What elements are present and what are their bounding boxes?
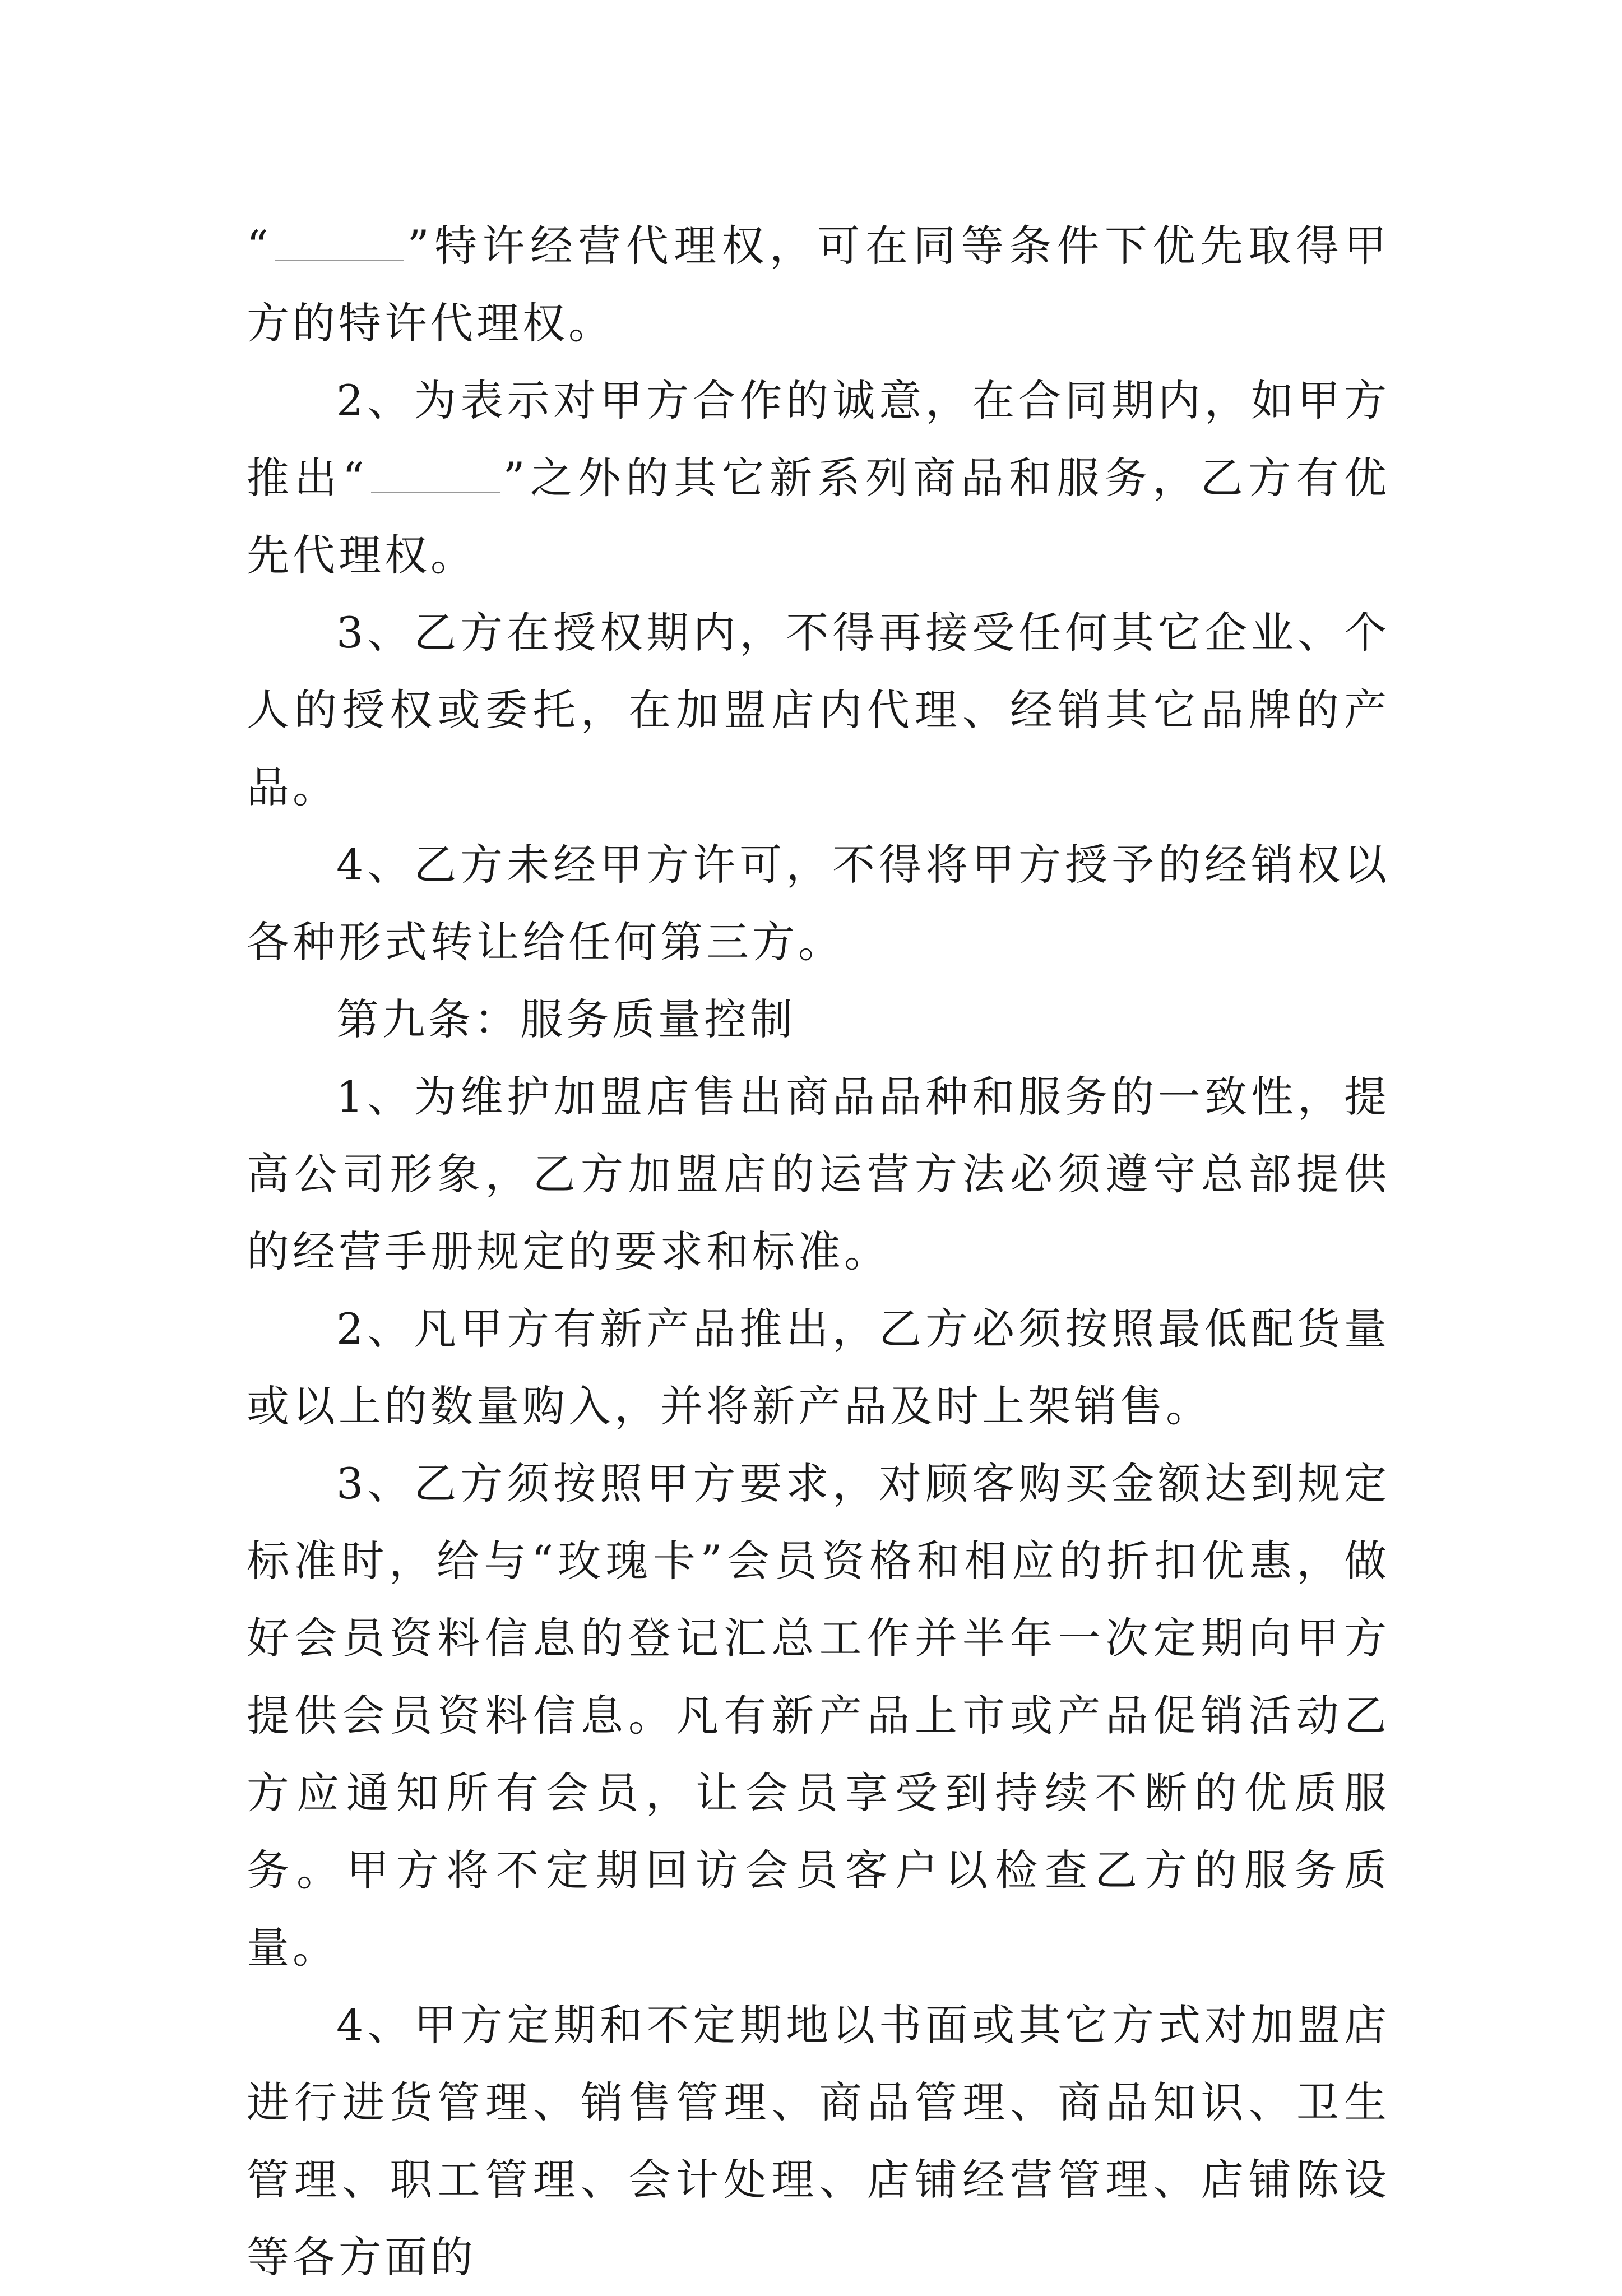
paragraph-franchise-right xyxy=(247,207,1390,362)
paragraph-text-after: ”特许经营代理权，可在同等条件下优先取得甲方的特许代理权。 xyxy=(247,221,1390,348)
blank-fill-line xyxy=(275,221,404,261)
paragraph-article-9-clause-1: 1、为维护加盟店售出商品品种和服务的一致性，提高公司形象，乙方加盟店的运营方法必须遵守总部提供的经营手册规定的要求和标准。 xyxy=(247,1072,1390,1276)
section-heading-article-9: 第九条：服务质量控制 xyxy=(336,994,796,1044)
paragraph-clause-4-transfer: 4、乙方未经甲方许可，不得将甲方授予的经销权以各种形式转让给任何第三方。 xyxy=(247,840,1390,967)
paragraph-clause-3-exclusive: 3、乙方在授权期内，不得再接受任何其它企业、个人的授权或委托，在加盟店内代理、经销其它品牌的产品。 xyxy=(247,608,1390,812)
document-body xyxy=(247,207,1390,2296)
paragraph-article-9-clause-4: 4、甲方定期和不定期地以书面或其它方式对加盟店进行进货管理、销售管理、商品管理、商品知识、卫生管理、职工管理、会计处理、店铺经营管理、店铺陈设等各方面的 xyxy=(247,2000,1390,2282)
paragraph-article-9-clause-2: 2、凡甲方有新产品推出，乙方必须按照最低配货量或以上的数量购入，并将新产品及时上架销售。 xyxy=(247,1304,1390,1431)
paragraph-text-before: 2、为表示对甲方合作的诚意，在合同期内，如甲方推出“ xyxy=(247,376,1390,503)
blank-fill-line xyxy=(371,453,500,493)
paragraph-article-9-clause-3: 3、乙方须按照甲方要求，对顾客购买金额达到规定标准时，给与“玫瑰卡”会员资格和相应的折扣优惠，做好会员资料信息的登记汇总工作并半年一次定期向甲方提供会员资料信息。凡有新产品上市或产品促销活动乙方应通知所有会员，让会员享受到持续不断的优质服务。甲方将不定期回访会员客户以检查乙方的服务质量。 xyxy=(247,1459,1390,1973)
paragraph-text-after: ”之外的其它新系列商品和服务，乙方有优先代理权。 xyxy=(247,453,1390,580)
paragraph-text-before: “ xyxy=(247,221,272,271)
paragraph-clause-2-priority xyxy=(247,362,1390,594)
